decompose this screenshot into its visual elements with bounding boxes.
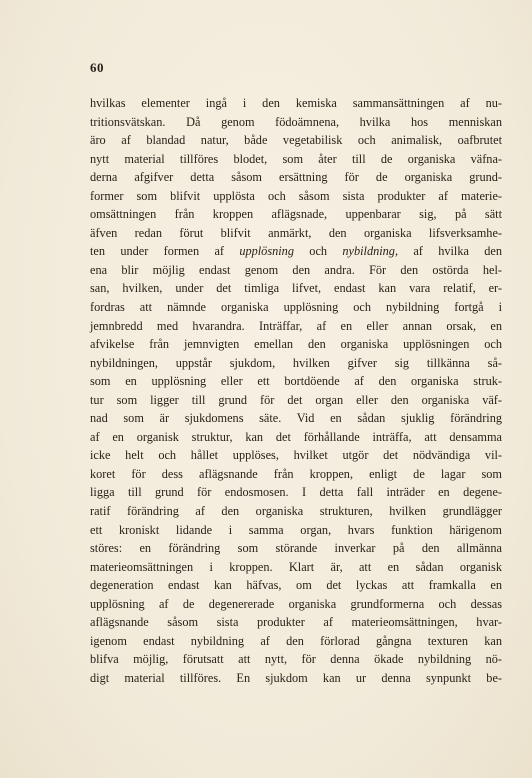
text-run: fordras att nämnde organiska upplösning och nybildning fortgå i (90, 300, 502, 315)
text-line (90, 595, 502, 614)
text-run: äfven redan förut blifvit anmärkt, den organiska lifsverksamhe- (90, 225, 502, 240)
text-run: tritionsvätskan. Då genom födoämnena, hvilka hos menniskan (90, 114, 502, 129)
text-run: och (293, 244, 343, 259)
text-line (90, 558, 502, 577)
text-run: omsättningen från kroppen aflägsnade, uppenbarar sig, på sätt (90, 207, 502, 222)
text-line (90, 613, 502, 632)
text-line (90, 446, 502, 465)
italic-term: nybildning (342, 244, 395, 259)
text-line (90, 187, 502, 206)
text-line (90, 409, 502, 428)
text-line (90, 576, 502, 595)
text-line (90, 502, 502, 521)
text-run: blifva möjlig, förutsatt att nytt, för denna ökade nybildning nö- (90, 652, 502, 667)
text-run: san, hvilken, under det timliga lifvet, endast kan vara relatif, er- (90, 281, 502, 296)
text-line (90, 650, 502, 669)
text-run: ten under formen af (90, 244, 240, 259)
text-run: digt material tillföres. En sjukdom kan ur denna synpunkt be- (90, 670, 502, 685)
text-run: koret för dess aflägsnande från kroppen, enligt de lagar som (90, 466, 502, 481)
text-line (90, 242, 502, 261)
text-run: tur som ligger till grund för det organ eller den organiska väf- (90, 392, 502, 407)
text-line (90, 150, 502, 169)
text-line (90, 372, 502, 391)
text-run: som en upplösning eller ett bortdöende af den organiska struk- (90, 374, 502, 389)
text-line (90, 261, 502, 280)
text-line (90, 669, 502, 688)
text-line (90, 521, 502, 540)
text-run: , af hvilka den (394, 244, 503, 259)
text-run: degeneration endast kan häfvas, om det lyckas att framkalla en (90, 578, 502, 593)
text-line (90, 317, 502, 336)
text-line (90, 391, 502, 410)
text-run: af en organisk struktur, kan det förhållande inträffa, att densamma (90, 429, 502, 444)
text-run: äro af blandad natur, både vegetabilisk och animalisk, oafbrutet (90, 133, 502, 148)
text-run: aflägsnande såsom sista produkter af materieomsättningen, hvar- (90, 615, 502, 630)
text-run: icke helt och hållet upplöses, hvilket utgör det nödvändiga vil- (90, 448, 502, 463)
text-line (90, 354, 502, 373)
page-number: 60 (90, 60, 104, 75)
text-line (90, 483, 502, 502)
text-run: igenom endast nybildning af den förlorad gångna texturen kan (90, 633, 502, 648)
text-run: ena blir möjlig endast genom den andra. För den ostörda hel- (90, 262, 502, 277)
text-line (90, 168, 502, 187)
text-run: afvikelse från jemnvigten emellan den organiska upplösningen och (90, 337, 502, 352)
text-run: hvilkas elementer ingå i den kemiska sammansättningen af nu- (90, 96, 502, 110)
text-line (90, 224, 502, 243)
text-line (90, 131, 502, 150)
text-line (90, 205, 502, 224)
text-line (90, 465, 502, 484)
text-run: jemnbredd med hvarandra. Inträffar, af en eller annan orsak, en (90, 318, 502, 333)
text-run: former som blifvit upplösta och såsom sista produkter af materie- (90, 188, 502, 203)
text-run: nytt material tillföres blodet, som åter till de organiska väfna- (90, 151, 502, 166)
text-line (90, 335, 502, 354)
italic-term: upplösning (239, 244, 294, 259)
text-run: nybildningen, uppstår sjukdom, hvilken gifver sig tillkänna så- (90, 355, 502, 370)
text-line (90, 632, 502, 651)
body-text (90, 94, 502, 688)
text-line (90, 94, 502, 113)
text-line (90, 539, 502, 558)
text-run: störes: en förändring som störande inverkar på den allmänna (90, 541, 502, 556)
text-run: ratif förändring af den organiska strukturen, hvilken grundlägger (90, 504, 502, 519)
text-run: upplösning af de degenererade organiska grundformerna och dessas (90, 596, 502, 611)
text-run: nad som är sjukdomens säte. Vid en sådan sjuklig förändring (90, 411, 502, 426)
text-line (90, 113, 502, 132)
text-line (90, 298, 502, 317)
text-line (90, 428, 502, 447)
text-run: materieomsättningen i kroppen. Klart är, att en sådan organisk (90, 559, 502, 574)
text-run: ett kroniskt lidande i samma organ, hvars funktion härigenom (90, 522, 502, 537)
text-line (90, 279, 502, 298)
text-run: ligga till grund för endosmosen. I detta fall inträder en degene- (90, 485, 502, 500)
text-run: derna afgifver detta såsom ersättning för de organiska grund- (90, 170, 502, 185)
